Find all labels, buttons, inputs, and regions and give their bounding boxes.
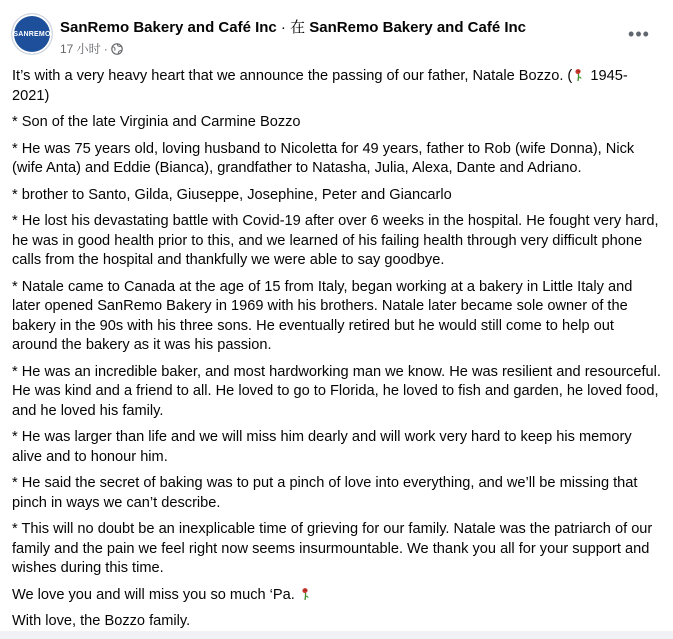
wilted-rose-icon <box>299 587 313 601</box>
post-body <box>12 67 662 639</box>
post-timestamp[interactable]: 17 小时 <box>60 42 101 56</box>
globe-icon[interactable] <box>111 43 123 55</box>
page-name-link[interactable]: SanRemo Bakery and Café Inc <box>60 19 277 36</box>
paragraph-love <box>12 586 662 606</box>
announcement-years: 1945-2021) <box>12 68 628 104</box>
paragraph-history: * Natale came to Canada at the age of 15 from Italy, began working at a bakery in Little Italy and later opened SanRemo Bakery in 1969 with his brothers. Natale later became sole owner of the bakery in the 90s with his three sons. He eventually retired but he would still come to help out around the bakery as it was his passion. <box>12 278 633 353</box>
page-avatar[interactable] <box>12 14 52 54</box>
paragraph-announcement <box>12 67 662 106</box>
paragraph-secret: * He said the secret of baking was to put a pinch of love into everything, and we’ll be missing that pinch in ways we can’t describe. <box>12 475 638 511</box>
wilted-rose-icon <box>572 68 586 82</box>
avatar-logo-text: SANREMO <box>13 30 51 38</box>
paragraph-memory: * He was larger than life and we will miss him dearly and will work very hard to keep his memory alive and to honour him. <box>12 429 632 465</box>
location-link[interactable]: SanRemo Bakery and Café Inc <box>309 19 527 36</box>
paragraph-grieving: * This will no doubt be an inexplicable time of grieving for our family. Natale was the patriarch of our family and the pain we feel right now seems insurmountable. We thank you all for your support and wishes during this time. <box>12 521 653 576</box>
announcement-text: It’s with a very heavy heart that we announce the passing of our father, Natale Bozzo. ( <box>12 68 573 84</box>
post-header <box>12 14 661 64</box>
more-options-dots: ••• <box>628 23 650 44</box>
title-separator: · <box>280 19 286 36</box>
location-prefix: 在 <box>290 19 306 36</box>
post-title-line <box>60 16 526 37</box>
post-meta <box>60 40 123 57</box>
meta-dot: · <box>103 41 108 56</box>
paragraph-parents: * Son of the late Virginia and Carmine Bozzo <box>12 114 301 130</box>
paragraph-character: * He was an incredible baker, and most hardworking man we know. He was resilient and resourceful. He was kind and a friend to all. He loved to go to Florida, he loved to fish and garden, he loved food, and he loved his family. <box>12 363 661 419</box>
paragraph-siblings: * brother to Santo, Gilda, Giuseppe, Josephine, Peter and Giancarlo <box>12 186 452 203</box>
paragraph-family: * He was 75 years old, loving husband to Nicoletta for 49 years, father to Rob (wife Donna), Nick (wife Anta) and Eddie (Bianca), grandfather to Natasha, Julia, Alexa, Dante and Adriano. <box>12 140 635 176</box>
paragraph-covid: * He lost his devastating battle with Covid-19 after over 6 weeks in the hospital. He fought very hard, he was in good health prior to this, and we learned of his failing health through very difficult phone calls from the hospital and thankfully we were able to say goodbye. <box>12 213 659 268</box>
paragraph-signoff: With love, the Bozzo family. <box>12 613 191 629</box>
more-options-icon[interactable] <box>627 24 651 44</box>
love-text: We love you and will miss you so much ‘Pa. <box>12 586 299 603</box>
